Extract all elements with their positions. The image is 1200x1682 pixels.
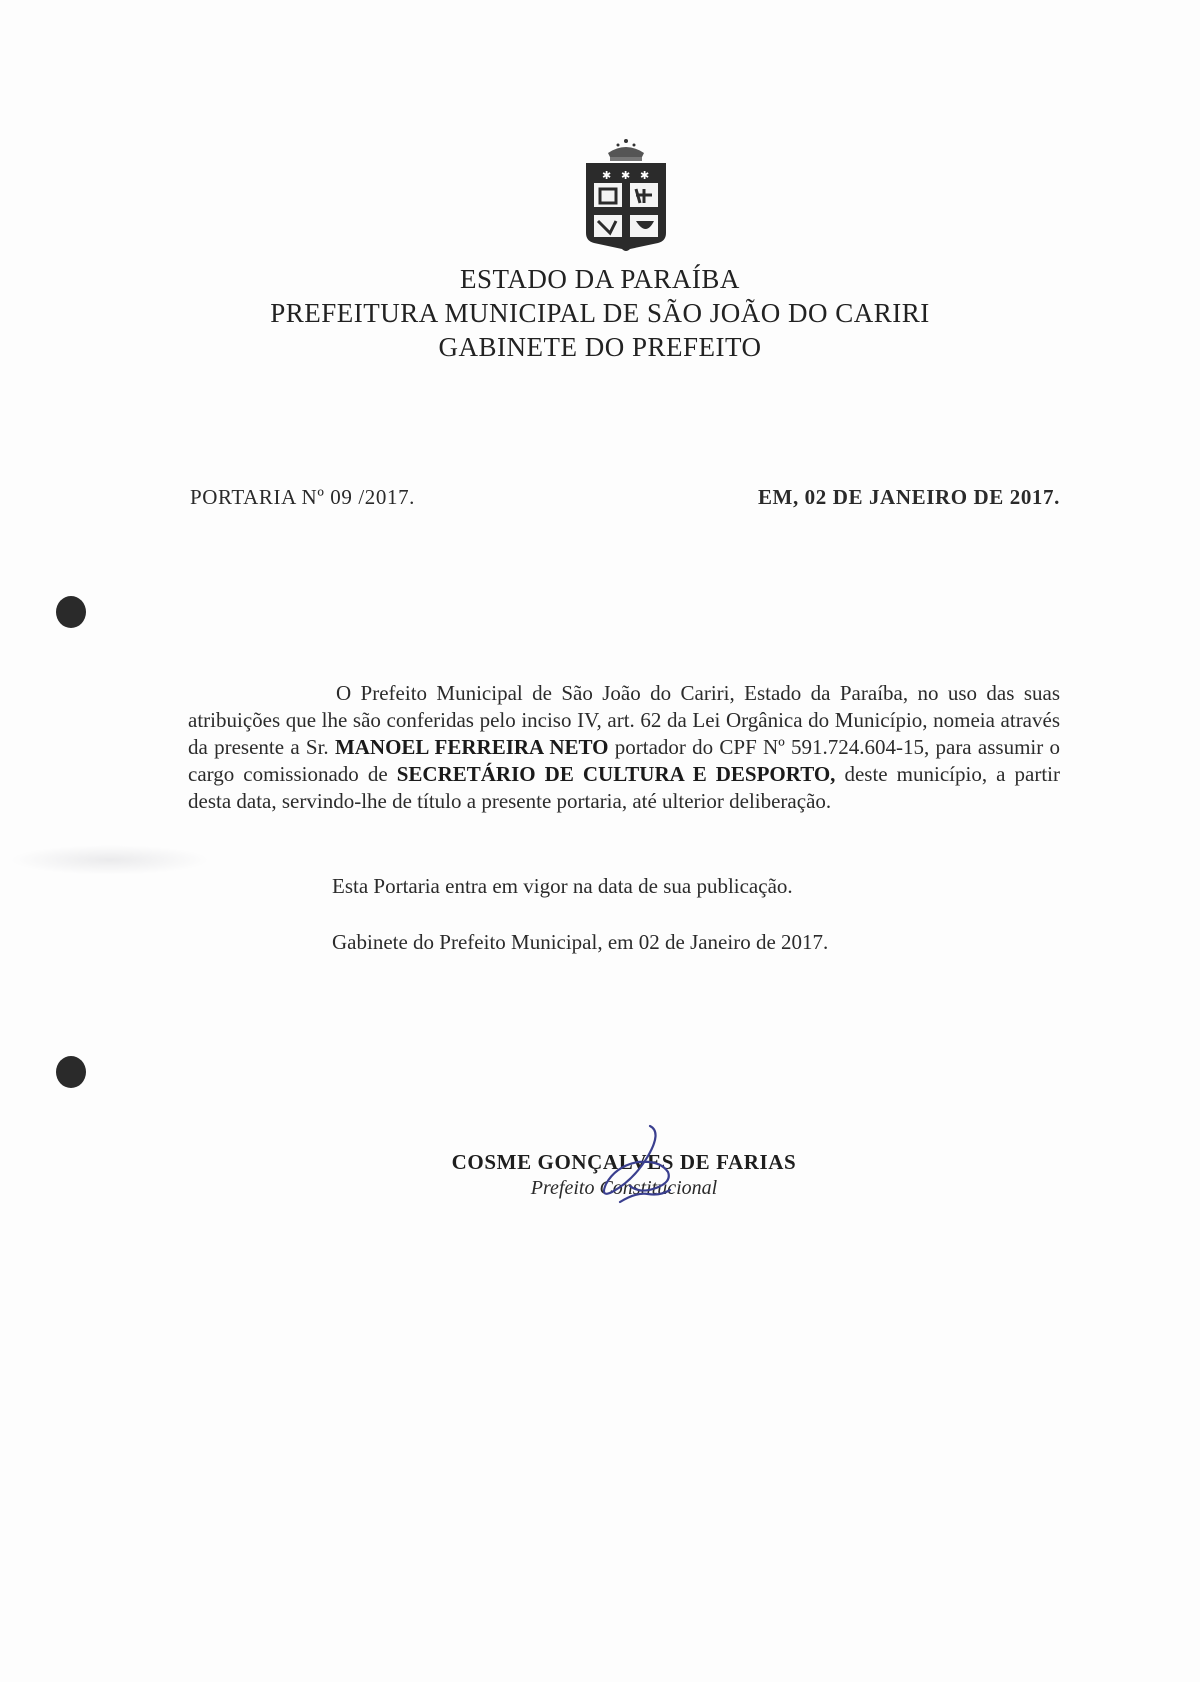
main-paragraph (188, 680, 1060, 815)
portaria-date: EM, 02 DE JANEIRO DE 2017. (757, 485, 1060, 509)
signatory-name: COSME GONÇALVES DE FARIAS (451, 1150, 797, 1174)
punch-hole-top (56, 596, 86, 628)
scan-smudge (10, 845, 210, 875)
coat-of-arms-icon (580, 137, 672, 255)
signatory-title: Prefeito Constitucional (530, 1177, 718, 1199)
svg-text:✱: ✱ (640, 169, 650, 182)
state-heading: ESTADO DA PARAÍBA (460, 264, 740, 294)
municipality-heading: PREFEITURA MUNICIPAL DE SÃO JOÃO DO CARIRI (270, 298, 930, 328)
paragraph-intro: O Prefeito Municipal de São João do Cariri, Estado da Paraíba, no uso das suas atribuições que lhe são conferidas pelo inciso IV, art. 62 da Lei Orgânica do Município, nomeia através da presente a Sr. (188, 681, 1060, 759)
svg-text:✱: ✱ (602, 169, 612, 182)
appointed-role: SECRETÁRIO DE CULTURA E DESPORTO, (396, 762, 836, 786)
paragraph-middle: portador do CPF Nº 591.724.604-15, para assumir o cargo comissionado de (188, 735, 1060, 786)
office-date-paragraph: Gabinete do Prefeito Municipal, em 02 de Janeiro de 2017. (332, 930, 829, 954)
paragraph-end: deste município, a partir desta data, servindo-lhe de título a presente portaria, até ulterior deliberação. (188, 762, 1060, 813)
punch-hole-bottom (56, 1056, 86, 1088)
appointee-name: MANOEL FERREIRA NETO (334, 735, 609, 759)
office-heading: GABINETE DO PREFEITO (438, 332, 762, 362)
effective-paragraph: Esta Portaria entra em vigor na data de sua publicação. (332, 874, 793, 898)
handwritten-signature (590, 1122, 690, 1212)
letterhead (0, 262, 1200, 364)
portaria-number: PORTARIA Nº 09 /2017. (190, 485, 416, 509)
svg-text:✱: ✱ (621, 169, 631, 182)
